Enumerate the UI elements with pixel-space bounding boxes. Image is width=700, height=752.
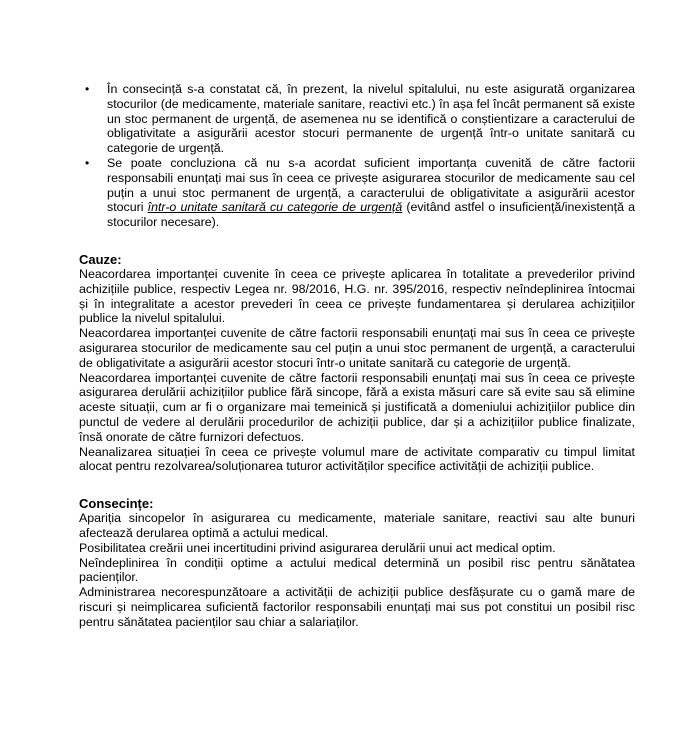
emphasized-phrase: într-o unitate sanitară cu categorie de urgență: [147, 200, 403, 215]
consecinte-paragraph: Administrarea necorespunzătoare a activității de achiziții publice desfășurate cu o gamă mare de riscuri și neimplicarea suficientă factorilor responsabili enunțați mai sus pot constitui un posibil risc pentru sănătatea pacienților sau chiar a salariaților.: [79, 585, 635, 629]
bullet-text: În consecință s-a constatat că, în prezent, la nivelul spitalului, nu este asigurată organizarea stocurilor (de medicamente, materiale sanitare, reactivi etc.) în așa fel încât permanent să existe un stoc permanent de urgență, de asemenea nu se identifică o conștientizare a caracterului de obligativitate a asigurării acestor stocuri permanente de urgență într-o unitate sanitară cu categorie de urgență.: [107, 82, 635, 156]
bullet-text-after: (evitând astfel o insuficiență/inexistență a stocurilor necesare).: [107, 200, 635, 230]
cauze-paragraph: Neanalizarea situației în ceea ce privește volumul mare de activitate comparativ cu timpul limitat alocat pentru rezolvarea/soluționarea tuturor activităților specifice activității de achiziții publice.: [79, 444, 635, 474]
bullet-text-before: Se poate concluziona că nu s-a acordat suficient importanța cuvenită de către factorii responsabili enunțați mai sus în ceea ce privește asigurarea stocurilor de medicamente sau cel puțin a unui stoc permanent de urgență, a caracterului de obligativitate a asigurării acestor stocuri: [107, 155, 635, 215]
bullet-item-consecinta: [79, 82, 635, 156]
consecinte-paragraph: Neîndeplinirea în condiții optime a actului medical determină un posibil risc pentru sănătatea pacienților.: [79, 555, 635, 585]
document-content: [79, 82, 635, 630]
cauze-paragraph: Neacordarea importanței cuvenite în ceea ce privește aplicarea în totalitate a prevederilor privind achizițiile publice, respectiv Legea nr. 98/2016, H.G. nr. 395/2016, respectiv neîndeplinirea întocmai și în integralitate a acestor prevederi în ceea ce privește fundamentarea și derularea achizițiilor publice la nivelul spitalului.: [79, 266, 635, 326]
consecinte-heading: Consecințe:: [79, 496, 154, 512]
cauze-heading: Cauze:: [79, 251, 122, 267]
consecinte-paragraph: Posibilitatea creării unei incertitudini privind asigurarea derulării unui act medical optim.: [79, 540, 556, 555]
cauze-paragraph: Neacordarea importanței cuvenite de către factorii responsabili enunțați mai sus în ceea ce privește asigurarea stocurilor de medicamente sau cel puțin a unui stoc permanent de urgență, a caracterului de obligativitate a asigurării acestor stocuri într-o unitate sanitară cu categorie de urgență.: [79, 326, 635, 370]
cauze-paragraph: Neacordarea importanței cuvenite de către factorii responsabili enunțați mai sus în ceea ce privește asigurarea derulării achizițiilor publice fără sincope, fără a exista măsuri care să evite sau să elimine aceste situații, cum ar fi o organizare mai temeinică și justificată a domeniului achizițiilor publice din punctul de vedere al derulării procedurilor de achiziții publice, dar și a achizițiilor publice finalizate, însă onorate de către furnizori defectuos.: [79, 370, 635, 444]
bullet-item-concluzie: [79, 156, 635, 230]
consecinte-paragraph: Apariția sincopelor în asigurarea cu medicamente, materiale sanitare, reactivi sau alte bunuri afectează derularea optimă a actului medical.: [79, 511, 635, 540]
bullet-list: [79, 82, 635, 230]
